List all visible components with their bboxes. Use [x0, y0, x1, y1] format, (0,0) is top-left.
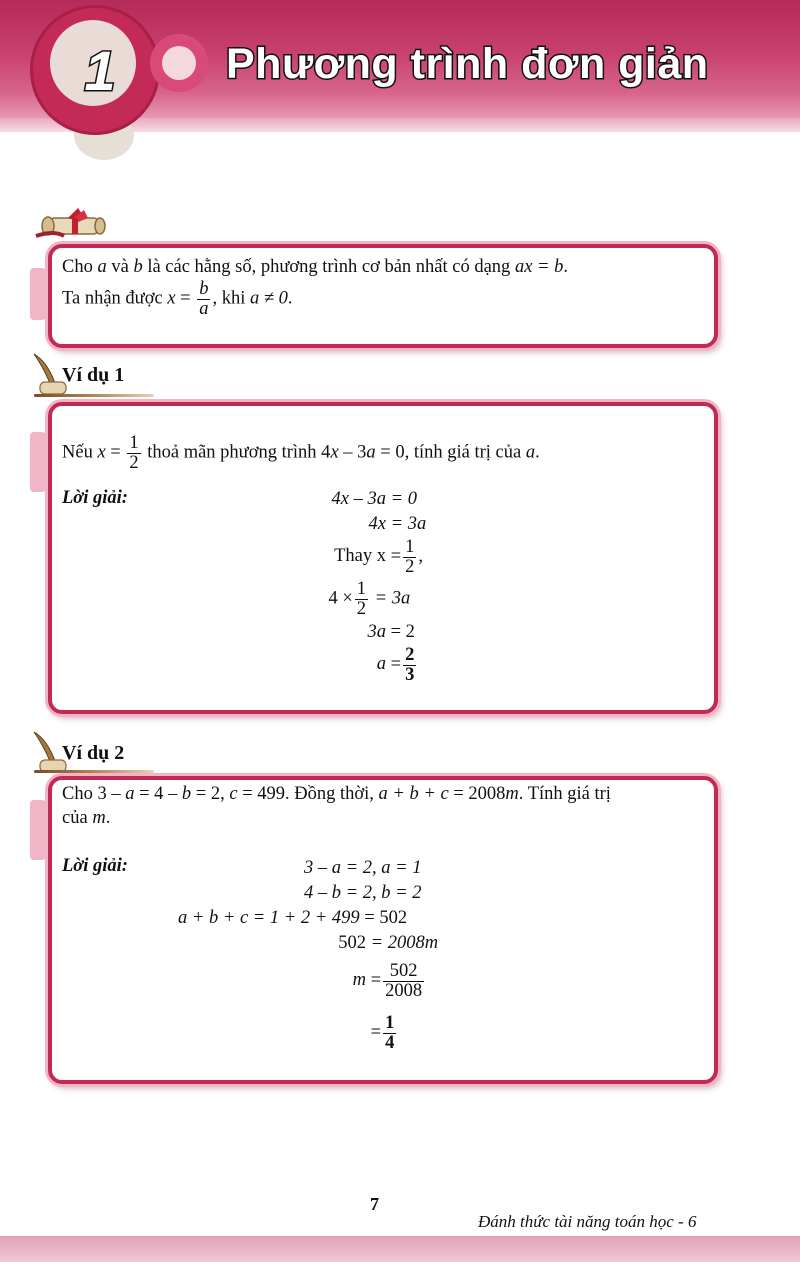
- box-side-tab: [30, 800, 46, 860]
- solution-step: 3 – a = 2, a = 1: [304, 858, 422, 878]
- header-decor-circle: [162, 46, 196, 80]
- answer-fraction: $\frac{1}{4}$: [385, 1013, 395, 1053]
- book-title: Đánh thức tài năng toán học - 6: [478, 1212, 697, 1231]
- solution-step: 502 = 2008m: [338, 933, 439, 953]
- solution-step: 3a = 2: [367, 622, 415, 642]
- answer-fraction: $\frac{2}{3}$: [405, 645, 415, 685]
- example-1-label: Ví dụ 1: [62, 364, 125, 386]
- solution-step: a = $\frac{2}{3}$: [376, 645, 415, 685]
- theory-line-2: Ta nhận được x = $\frac{b}{a}$ , khi a ≠ 0.: [62, 279, 293, 319]
- solution-step: 4x = 3a: [368, 514, 427, 534]
- fraction: $\frac{1}{2}$: [405, 537, 415, 577]
- fraction: $\frac{1}{2}$: [129, 433, 139, 473]
- box-side-tab: [30, 268, 46, 320]
- solution-step: Thay x = $\frac{1}{2}$ ,: [334, 537, 423, 577]
- example-1-underline: [34, 394, 154, 397]
- solution-step: m = $\frac{502}{2008}$: [352, 961, 423, 1001]
- fraction: $\frac{b}{a}$: [199, 279, 209, 319]
- example-2-question-line-2: của m.: [62, 808, 111, 828]
- solution-step: 4x – 3a = 0: [331, 489, 417, 509]
- solution-step: 4 × $\frac{1}{2}$ = 3a: [328, 579, 411, 619]
- solution-step: 4 – b = 2, b = 2: [304, 883, 422, 903]
- solution-step: a + b + c = 1 + 2 + 499 = 502: [178, 908, 408, 928]
- footer-band: [0, 1236, 800, 1262]
- box-side-tab: [30, 432, 46, 492]
- chapter-number: 1: [84, 39, 116, 102]
- example-2-question-line-1: Cho 3 – a = 4 – b = 2, c = 499. Đồng thời, a + b + c = 2008m. Tính giá trị: [62, 784, 611, 804]
- scroll-ribbon-icon: [34, 206, 110, 246]
- example-1-question: Nếu x = $\frac{1}{2}$ thoả mãn phương trình 4x – 3a = 0, tính giá trị của a.: [62, 433, 540, 473]
- example-2-underline: [34, 770, 154, 773]
- example-2-label: Ví dụ 2: [62, 742, 125, 764]
- page-number: 7: [370, 1194, 379, 1214]
- example-1-solution-label: Lời giải:: [62, 488, 128, 508]
- chapter-title: Phương trình đơn giản: [226, 40, 709, 88]
- fraction: $\frac{502}{2008}$: [385, 961, 423, 1001]
- fraction: $\frac{1}{2}$: [356, 579, 366, 619]
- solution-step: = $\frac{1}{4}$: [370, 1013, 395, 1053]
- example-2-solution-label: Lời giải:: [62, 856, 128, 876]
- theory-line-1: Cho a và b là các hằng số, phương trình cơ bản nhất có dạng ax = b.: [62, 257, 569, 277]
